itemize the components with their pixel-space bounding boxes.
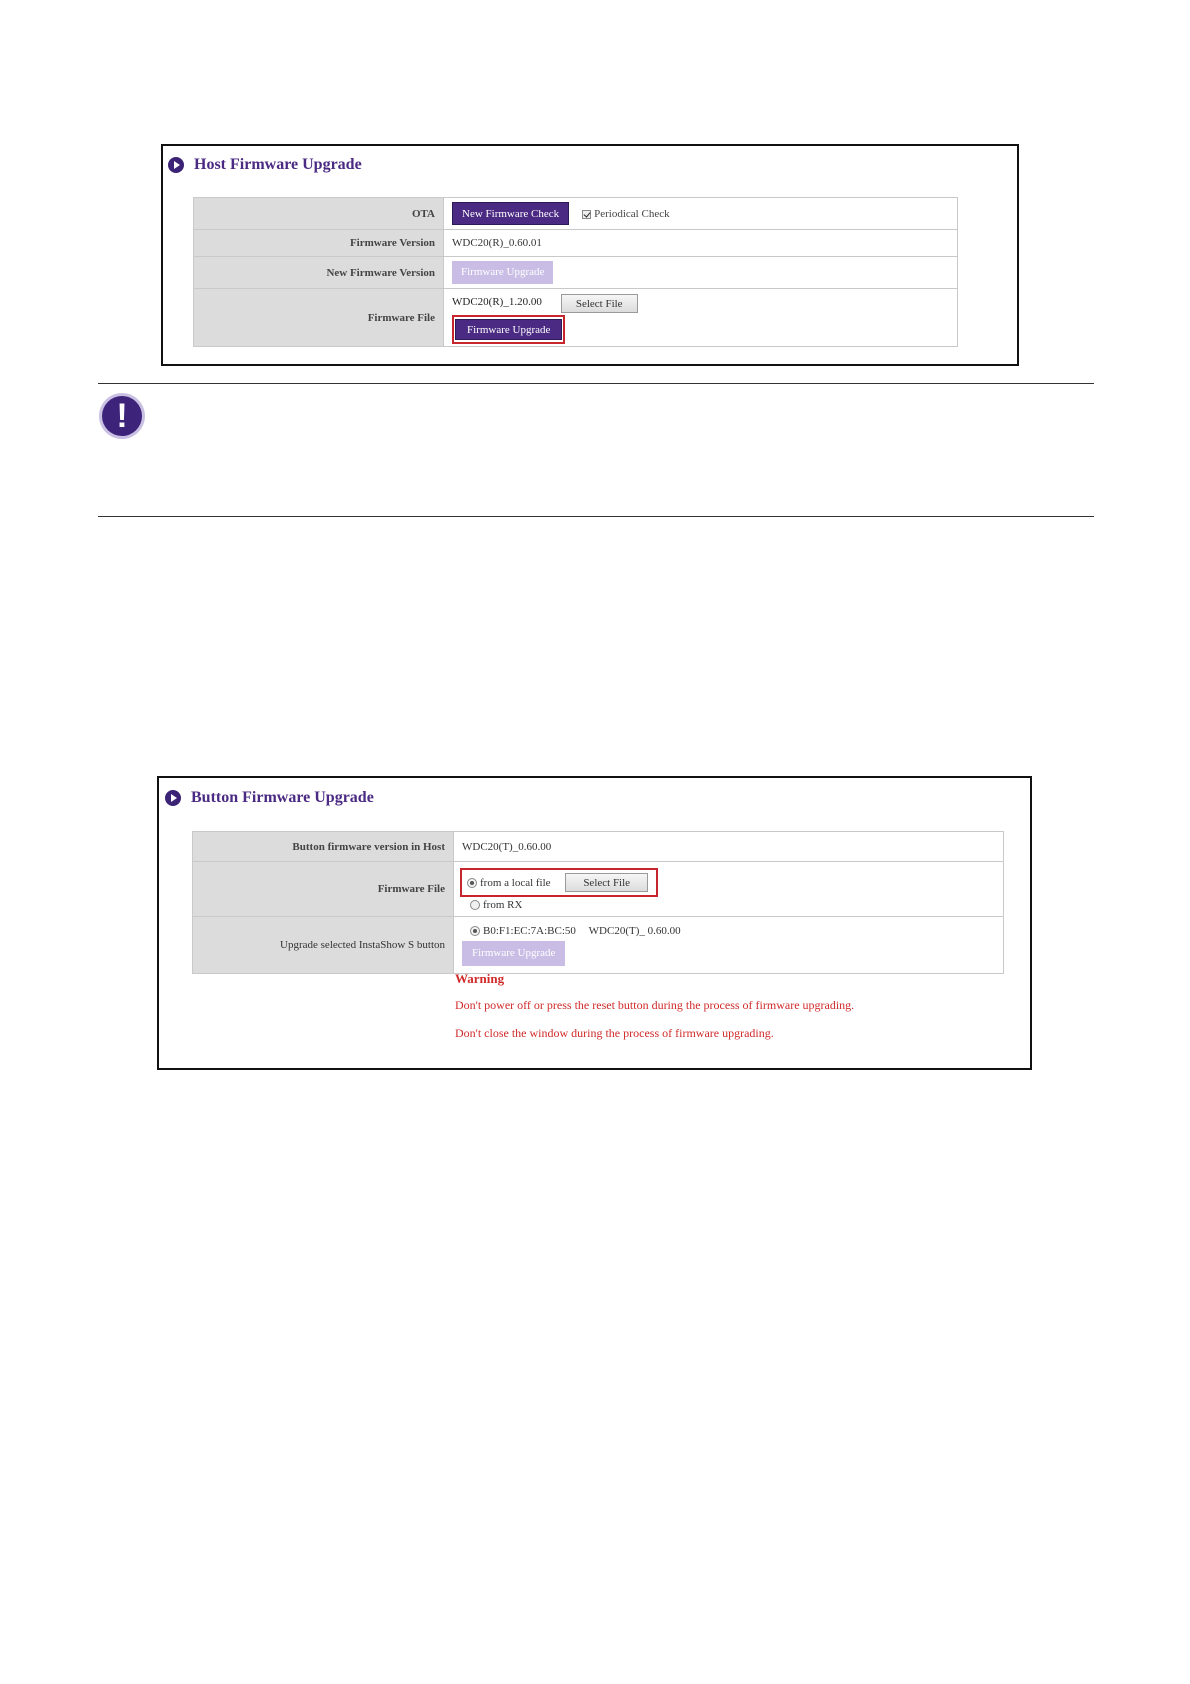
host-firmware-upgrade-panel bbox=[161, 144, 1019, 366]
host-firmware-table bbox=[193, 197, 958, 347]
firmware-file-label: Firmware File bbox=[194, 289, 444, 347]
firmware-upgrade-button[interactable]: Firmware Upgrade bbox=[455, 319, 562, 340]
table-row bbox=[194, 289, 958, 347]
caution-divider-top bbox=[98, 383, 1094, 384]
table-row bbox=[194, 257, 958, 289]
play-circle-icon bbox=[168, 157, 184, 173]
firmware-file-name: WDC20(R)_1.20.00 bbox=[452, 295, 542, 308]
warning-title: Warning bbox=[455, 971, 505, 986]
table-row bbox=[194, 198, 958, 230]
ota-value bbox=[444, 198, 958, 230]
button-firmware-table bbox=[192, 831, 1004, 974]
device-radio[interactable] bbox=[470, 926, 480, 936]
button-firmware-file-label: Firmware File bbox=[193, 862, 454, 917]
table-row bbox=[194, 230, 958, 257]
button-panel-title bbox=[165, 789, 374, 807]
upgrade-selected-label: Upgrade selected InstaShow S button bbox=[193, 917, 454, 974]
button-panel-title-text: Button Firmware Upgrade bbox=[191, 789, 374, 806]
button-firmware-upgrade-panel bbox=[157, 776, 1032, 1070]
exclamation-icon bbox=[99, 393, 145, 439]
warning-block bbox=[455, 971, 854, 1054]
host-version-label: Button firmware version in Host bbox=[193, 832, 454, 862]
firmware-version-value: WDC20(R)_0.60.01 bbox=[444, 230, 958, 257]
firmware-upgrade-highlight bbox=[452, 315, 565, 344]
table-row bbox=[193, 832, 1004, 862]
new-firmware-version-value bbox=[444, 257, 958, 289]
warning-line-1: Don't power off or press the reset button during the process of firmware upgrading. bbox=[455, 998, 855, 1012]
from-rx-label: from RX bbox=[483, 898, 523, 911]
host-panel-title bbox=[168, 156, 362, 174]
from-local-file-label: from a local file bbox=[480, 876, 551, 889]
firmware-version-label: Firmware Version bbox=[194, 230, 444, 257]
play-circle-icon bbox=[165, 790, 181, 806]
button-firmware-file-cell bbox=[454, 862, 1004, 917]
caution-divider-bottom bbox=[98, 516, 1094, 517]
from-local-file-radio[interactable] bbox=[467, 878, 477, 888]
from-rx-radio[interactable] bbox=[470, 900, 480, 910]
firmware-file-value-cell bbox=[444, 289, 958, 347]
warning-line-2: Don't close the window during the process of firmware upgrading. bbox=[455, 1026, 774, 1040]
device-version: WDC20(T)_ 0.60.00 bbox=[588, 924, 681, 937]
periodical-check-checkbox[interactable] bbox=[582, 210, 591, 219]
host-version-value: WDC20(T)_0.60.00 bbox=[454, 832, 1004, 862]
local-file-highlight bbox=[460, 868, 658, 897]
button-firmware-upgrade-button[interactable]: Firmware Upgrade bbox=[462, 941, 565, 966]
table-row bbox=[193, 862, 1004, 917]
select-file-button[interactable]: Select File bbox=[561, 294, 638, 313]
new-firmware-version-label: New Firmware Version bbox=[194, 257, 444, 289]
new-firmware-upgrade-button[interactable]: Firmware Upgrade bbox=[452, 261, 553, 284]
exclamation-icon-symbol: ! bbox=[102, 396, 142, 436]
ota-label: OTA bbox=[194, 198, 444, 230]
upgrade-selected-cell bbox=[454, 917, 1004, 974]
button-select-file-button[interactable]: Select File bbox=[565, 873, 648, 892]
device-mac: B0:F1:EC:7A:BC:50 bbox=[483, 924, 576, 937]
periodical-check-label: Periodical Check bbox=[594, 208, 670, 220]
new-firmware-check-button[interactable]: New Firmware Check bbox=[452, 202, 569, 225]
table-row bbox=[193, 917, 1004, 974]
host-panel-title-text: Host Firmware Upgrade bbox=[194, 156, 362, 173]
